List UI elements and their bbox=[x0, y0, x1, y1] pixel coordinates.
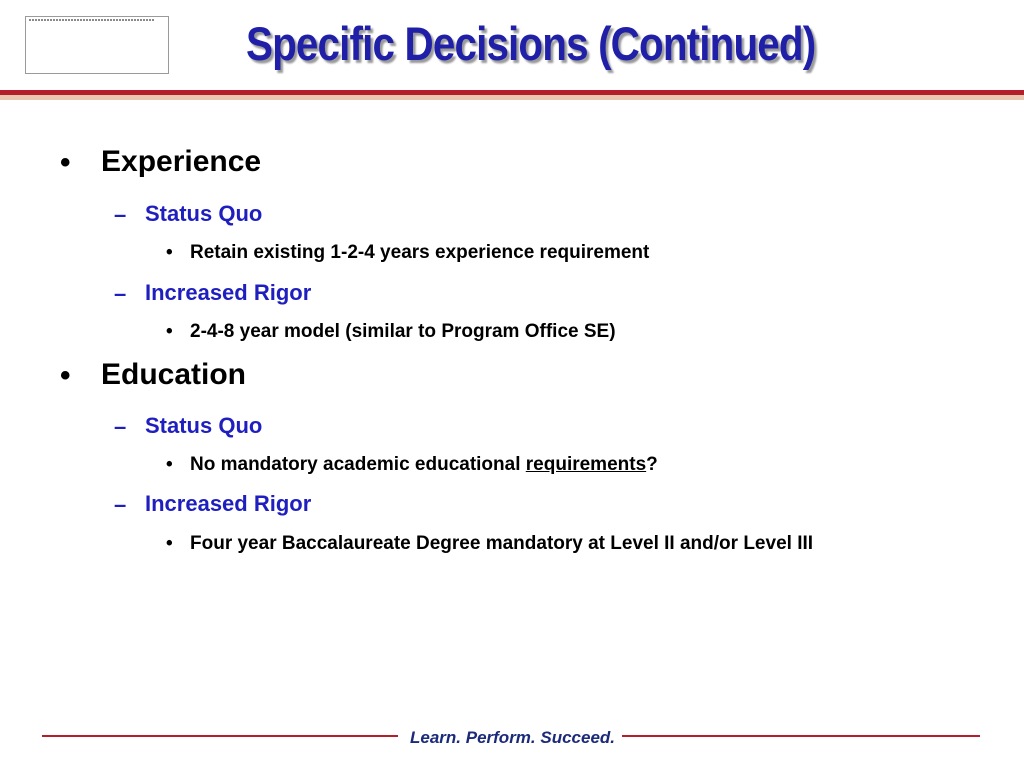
logo-placeholder bbox=[25, 16, 169, 74]
slide-title: Specific Decisions (Continued) bbox=[246, 17, 816, 70]
underlined-word: requirements bbox=[525, 454, 647, 475]
dash-marker: – bbox=[114, 414, 127, 439]
header-rule-accent bbox=[0, 95, 1024, 100]
dash-marker: – bbox=[114, 202, 127, 227]
detail-text: No mandatory academic educational bbox=[190, 454, 526, 475]
detail-question-mark: ? bbox=[646, 454, 658, 475]
heading-experience: Experience bbox=[101, 145, 262, 178]
dash-marker: – bbox=[114, 492, 127, 517]
education-status-quo-detail bbox=[190, 454, 658, 476]
logo-fine-print bbox=[29, 19, 154, 21]
bullet-marker: • bbox=[60, 146, 71, 179]
footer-rule-left bbox=[42, 735, 398, 737]
bullet-marker: • bbox=[60, 359, 71, 392]
heading-education: Education bbox=[101, 358, 247, 391]
dash-marker: – bbox=[114, 281, 127, 306]
dot-marker: • bbox=[166, 242, 173, 263]
experience-increased-rigor: Increased Rigor bbox=[145, 280, 312, 305]
experience-increased-rigor-detail: 2-4-8 year model (similar to Program Office SE) bbox=[190, 321, 616, 342]
education-increased-rigor-detail: Four year Baccalaureate Degree mandatory at Level II and/or Level III bbox=[190, 533, 814, 554]
dot-marker: • bbox=[166, 321, 173, 342]
dot-marker: • bbox=[166, 454, 173, 475]
dot-marker: • bbox=[166, 533, 173, 554]
footer-rule-right bbox=[622, 735, 980, 737]
experience-status-quo-detail: Retain existing 1-2-4 years experience requirement bbox=[190, 242, 650, 263]
education-status-quo: Status Quo bbox=[145, 413, 263, 438]
footer-tagline: Learn. Perform. Succeed. bbox=[410, 728, 616, 747]
education-increased-rigor: Increased Rigor bbox=[145, 491, 312, 516]
experience-status-quo: Status Quo bbox=[145, 201, 263, 226]
